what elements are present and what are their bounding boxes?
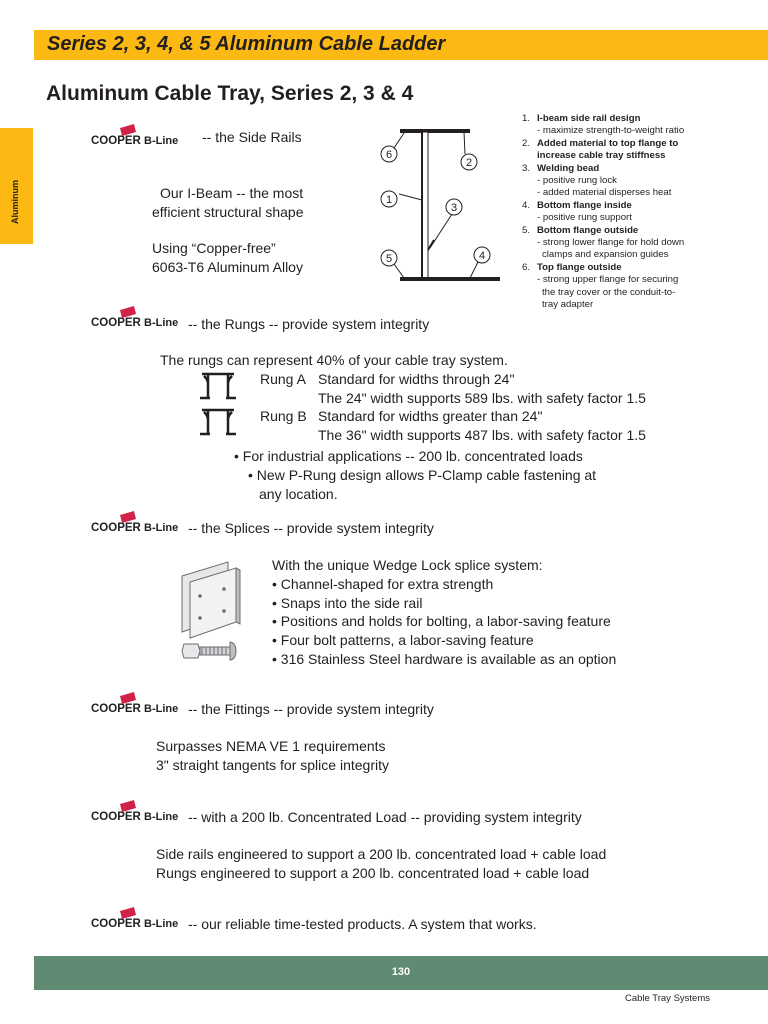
splices-item-3: • Positions and holds for bolting, a labor-saving feature bbox=[272, 613, 611, 629]
svg-text:COOPER: COOPER bbox=[91, 135, 141, 147]
side-tab-label: Aluminum bbox=[10, 180, 20, 224]
rung-a-profile-icon bbox=[196, 370, 240, 404]
logo-fittings bbox=[90, 692, 186, 729]
logo-closing bbox=[90, 907, 186, 944]
feature-legend: 1. I-beam side rail design - maximize strength-to-weight ratio 2. Added material to top flange to increase cable tray stiffness 3. Welding bead - positive rung lock - added material disperses heat 4. Bottom flange inside - positive rung support 5. Bottom flange outside - strong lower flange for hold down clamps and expansion guides 6. Top flange outside - strong upper flange for securing the tray cover or the conduit-to- tray adapter bbox=[522, 113, 737, 312]
banner-title: Series 2, 3, 4, & 5 Aluminum Cable Ladder bbox=[47, 33, 446, 55]
svg-text:COOPER: COOPER bbox=[91, 522, 141, 534]
side-rails-text-1: Our I-Beam -- the most bbox=[160, 185, 304, 201]
side-rails-heading: -- the Side Rails bbox=[202, 129, 302, 145]
splices-item-4: • Four bolt patterns, a labor-saving feature bbox=[272, 632, 534, 648]
splices-intro: With the unique Wedge Lock splice system: bbox=[272, 557, 543, 573]
fittings-heading: -- the Fittings -- provide system integrity bbox=[188, 701, 434, 717]
fittings-line-1: Surpasses NEMA VE 1 requirements bbox=[156, 738, 386, 754]
side-rails-text-2: efficient structural shape bbox=[152, 204, 304, 220]
rung-a-line2: The 24" width supports 589 lbs. with safety factor 1.5 bbox=[318, 390, 646, 406]
rung-a-line1: Standard for widths through 24" bbox=[318, 371, 515, 387]
splice-plate-illustration bbox=[176, 556, 246, 668]
rungs-bullet-2b: any location. bbox=[259, 486, 338, 502]
side-rails-text-3: Using “Copper-free” bbox=[152, 240, 276, 256]
cooper-bline-logo bbox=[90, 124, 186, 156]
callout-3: 3 bbox=[450, 202, 458, 214]
svg-text:B-Line: B-Line bbox=[144, 918, 179, 930]
svg-text:COOPER: COOPER bbox=[91, 317, 141, 329]
rung-b-line1: Standard for widths greater than 24" bbox=[318, 408, 543, 424]
callout-4: 4 bbox=[478, 250, 486, 262]
svg-text:B-Line: B-Line bbox=[144, 703, 179, 715]
rungs-bullet-2: • New P-Rung design allows P-Clamp cable fastening at bbox=[248, 467, 597, 483]
i-beam-diagram bbox=[370, 120, 500, 290]
footer-section-title: Cable Tray Systems bbox=[625, 993, 710, 1004]
load-line-1: Side rails engineered to support a 200 lb. concentrated load + cable load bbox=[156, 846, 607, 862]
callout-2: 2 bbox=[465, 157, 473, 169]
callout-6: 6 bbox=[385, 149, 393, 161]
section-banner bbox=[34, 30, 768, 60]
load-heading: -- with a 200 lb. Concentrated Load -- providing system integrity bbox=[188, 809, 582, 825]
page-number: 130 bbox=[391, 966, 411, 978]
legend-item: 3. Welding bead bbox=[522, 162, 600, 174]
legend-item: 6. Top flange outside bbox=[522, 261, 622, 273]
cooper-bline-logo bbox=[90, 692, 186, 724]
side-rails-text-4: 6063-T6 Aluminum Alloy bbox=[152, 259, 303, 275]
load-line-2: Rungs engineered to support a 200 lb. concentrated load + cable load bbox=[156, 865, 590, 881]
legend-item: 2. Added material to top flange to bbox=[522, 137, 679, 149]
svg-text:B-Line: B-Line bbox=[144, 135, 179, 147]
svg-text:COOPER: COOPER bbox=[91, 703, 141, 715]
side-tab bbox=[0, 128, 33, 244]
legend-item: 4. Bottom flange inside bbox=[522, 199, 632, 211]
cooper-bline-logo bbox=[90, 907, 186, 939]
svg-text:B-Line: B-Line bbox=[144, 317, 179, 329]
cooper-bline-logo bbox=[90, 306, 186, 338]
splices-item-1: • Channel-shaped for extra strength bbox=[272, 576, 494, 592]
splices-item-2: • Snaps into the side rail bbox=[272, 595, 423, 611]
logo-load bbox=[90, 800, 186, 837]
logo-rungs bbox=[90, 306, 186, 343]
legend-item: 1. I-beam side rail design bbox=[522, 113, 641, 124]
svg-text:B-Line: B-Line bbox=[144, 522, 179, 534]
rung-a-label: Rung A bbox=[260, 371, 306, 387]
splices-item-5: • 316 Stainless Steel hardware is available as an option bbox=[272, 651, 617, 667]
rungs-intro: The rungs can represent 40% of your cable tray system. bbox=[160, 352, 508, 368]
cooper-bline-logo bbox=[90, 800, 186, 832]
rungs-bullet-1: • For industrial applications -- 200 lb. concentrated loads bbox=[234, 448, 583, 464]
callout-1: 1 bbox=[385, 194, 393, 206]
footer-bar bbox=[34, 956, 768, 990]
closing-heading: -- our reliable time-tested products. A system that works. bbox=[188, 916, 537, 932]
svg-text:COOPER: COOPER bbox=[91, 918, 141, 930]
callout-5: 5 bbox=[385, 253, 393, 265]
fittings-line-2: 3" straight tangents for splice integrity bbox=[156, 757, 389, 773]
rungs-heading: -- the Rungs -- provide system integrity bbox=[188, 316, 430, 332]
rung-b-label: Rung B bbox=[260, 408, 307, 424]
logo-splices bbox=[90, 511, 186, 548]
cooper-bline-logo bbox=[90, 511, 186, 543]
legend-item: 5. Bottom flange outside bbox=[522, 224, 639, 236]
logo-side-rails bbox=[90, 124, 186, 161]
rung-b-profile-icon bbox=[196, 406, 240, 440]
splices-heading: -- the Splices -- provide system integrity bbox=[188, 520, 434, 536]
svg-text:COOPER: COOPER bbox=[91, 811, 141, 823]
svg-text:B-Line: B-Line bbox=[144, 811, 179, 823]
page-title: Aluminum Cable Tray, Series 2, 3 & 4 bbox=[46, 82, 414, 105]
rung-b-line2: The 36" width supports 487 lbs. with safety factor 1.5 bbox=[318, 427, 646, 443]
